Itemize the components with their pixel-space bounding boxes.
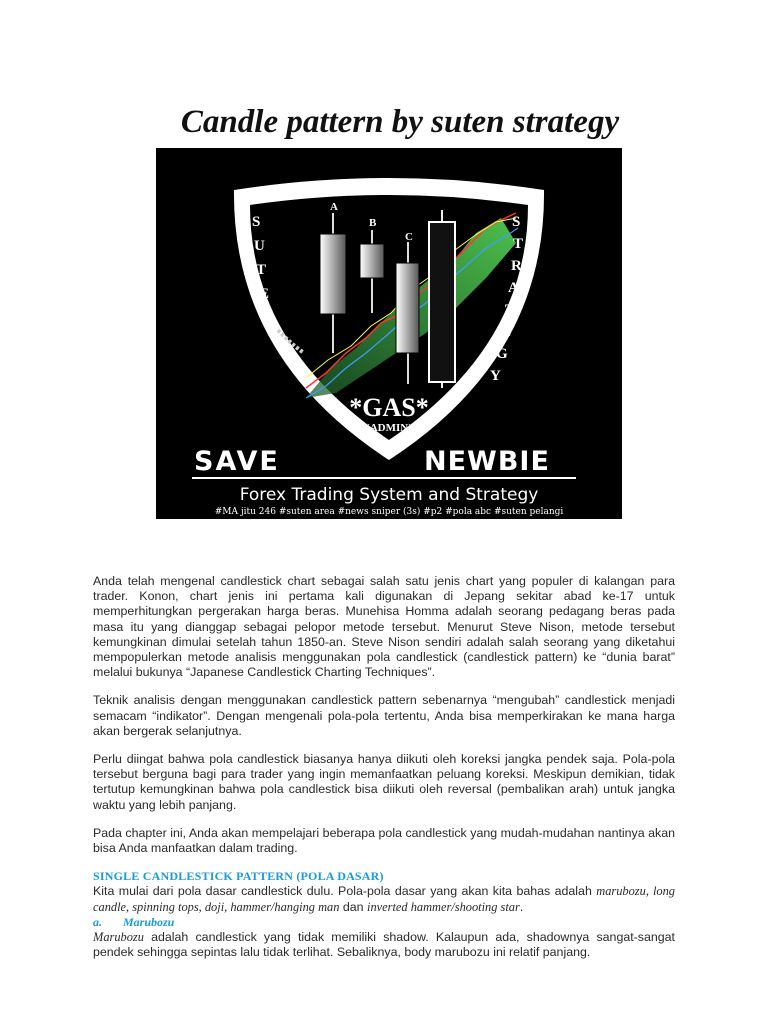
paragraph-3: Perlu diingat bahwa pola candlestick biasanya hanya diikuti oleh koreksi jangka pendek saja. Pola-pola tersebut berguna bagi para trader yang ingin memanfaatkan peluang koreksi. Meskipun demikian, tidak tertutup kemungkinan bahwa pola candlestick bisa diikuti oleh reversal (pembalikan arah) untuk jangka waktu yang lebih panjang. xyxy=(93,752,675,812)
candle-label-a: A xyxy=(330,201,338,213)
intro-italic-terms: marubozu, long candle, spinning tops, doji, hammer/hanging man xyxy=(93,884,676,914)
badge-text: *GAS* xyxy=(349,393,429,422)
svg-text:S: S xyxy=(252,214,261,230)
paragraph-1: Anda telah mengenal candlestick chart sebagai salah satu jenis chart yang populer di kalangan para trader. Konon, chart jenis ini pertama kali digunakan di Jepang sekitar abad ke-17 untuk memperhitungkan pergerakan harga beras. Munehisa Homma adalah seorang pedagang beras pada masa itu yang dianggap sebagai pelopor metode tersebut. Menurut Steve Nison, metode tersebut kemungkinan dimulai setelah tahun 1850-an. Steve Nison sendiri adalah salah seorang yang diketahui mempopulerkan metode analisis menggunakan pola candlestick (candlestick pattern) ke “dunia barat” melalui bukunya “Japanese Candlestick Charting Techniques”. xyxy=(93,574,675,680)
svg-text:U: U xyxy=(254,238,265,254)
banner-left-text: SAVE xyxy=(194,446,280,477)
section-heading: SINGLE CANDLESTICK PATTERN (POLA DASAR) xyxy=(93,869,384,884)
logo-tagline: Forex Trading System and Strategy xyxy=(239,485,539,505)
svg-text:R: R xyxy=(511,258,522,274)
svg-text:T: T xyxy=(513,236,524,252)
subsection-term: Marubozu xyxy=(93,930,144,945)
subsection-text xyxy=(93,930,675,960)
document-body xyxy=(93,574,675,960)
intro-plain: Kita mulai dari pola dasar candlestick dulu. Pola-pola dasar yang akan kita bahas adalah xyxy=(93,884,597,899)
svg-text:E: E xyxy=(501,324,512,340)
badge-subtext: (ADMIN) xyxy=(366,422,412,434)
svg-text:T: T xyxy=(256,262,267,278)
banner-right-text: NEWBIE xyxy=(424,446,550,477)
candle-c-body xyxy=(396,263,419,353)
document-title: Candle pattern by suten strategy xyxy=(180,104,620,140)
subsection-heading xyxy=(93,915,675,930)
candle-label-c: C xyxy=(405,231,413,243)
subsection-description: adalah candlestick yang tidak memiliki shadow. Kalaupun ada, shadownya sangat-sangat pendek sehingga sepintas lalu tidak terlihat. Sebaliknya, body marubozu ini relatif panjang. xyxy=(93,930,675,960)
intro-and: dan xyxy=(339,899,367,914)
suten-strategy-logo xyxy=(156,148,622,519)
svg-text:S: S xyxy=(512,214,521,230)
intro-end: . xyxy=(519,899,524,914)
svg-text:G: G xyxy=(496,346,508,362)
candle-label-b: B xyxy=(369,217,377,229)
candle-a-body xyxy=(320,234,346,314)
paragraph-2: Teknik analisis dengan menggunakan candlestick pattern sebenarnya “mengubah” candlestick menjadi semacam “indikator”. Dengan mengenali pola-pola tertentu, Anda bisa memperkirakan ke mana harga akan bergerak selanjutnya. xyxy=(93,693,675,738)
svg-text:T: T xyxy=(505,302,516,318)
intro-italic-terms-2: inverted hammer/shooting star xyxy=(367,899,520,914)
paragraph-4: Pada chapter ini, Anda akan mempelajari beberapa pola candlestick yang mudah-mudahan nantinya akan bisa Anda manfaatkan dalam trading. xyxy=(93,825,675,856)
subsection-title: Marubozu xyxy=(123,914,175,929)
subsection-number: a. xyxy=(93,914,102,929)
candle-d-body xyxy=(429,222,455,382)
svg-text:E: E xyxy=(259,286,270,302)
logo-hashtags: #MA jitu 246 #suten area #news sniper (3s) #p2 #pola abc #suten pelangi xyxy=(214,507,564,517)
candle-b-body xyxy=(360,244,384,278)
logo-graphic xyxy=(156,148,622,519)
section-intro xyxy=(93,884,675,914)
svg-text:Y: Y xyxy=(490,368,501,384)
svg-text:A: A xyxy=(508,280,519,296)
svg-text:N: N xyxy=(262,310,273,326)
